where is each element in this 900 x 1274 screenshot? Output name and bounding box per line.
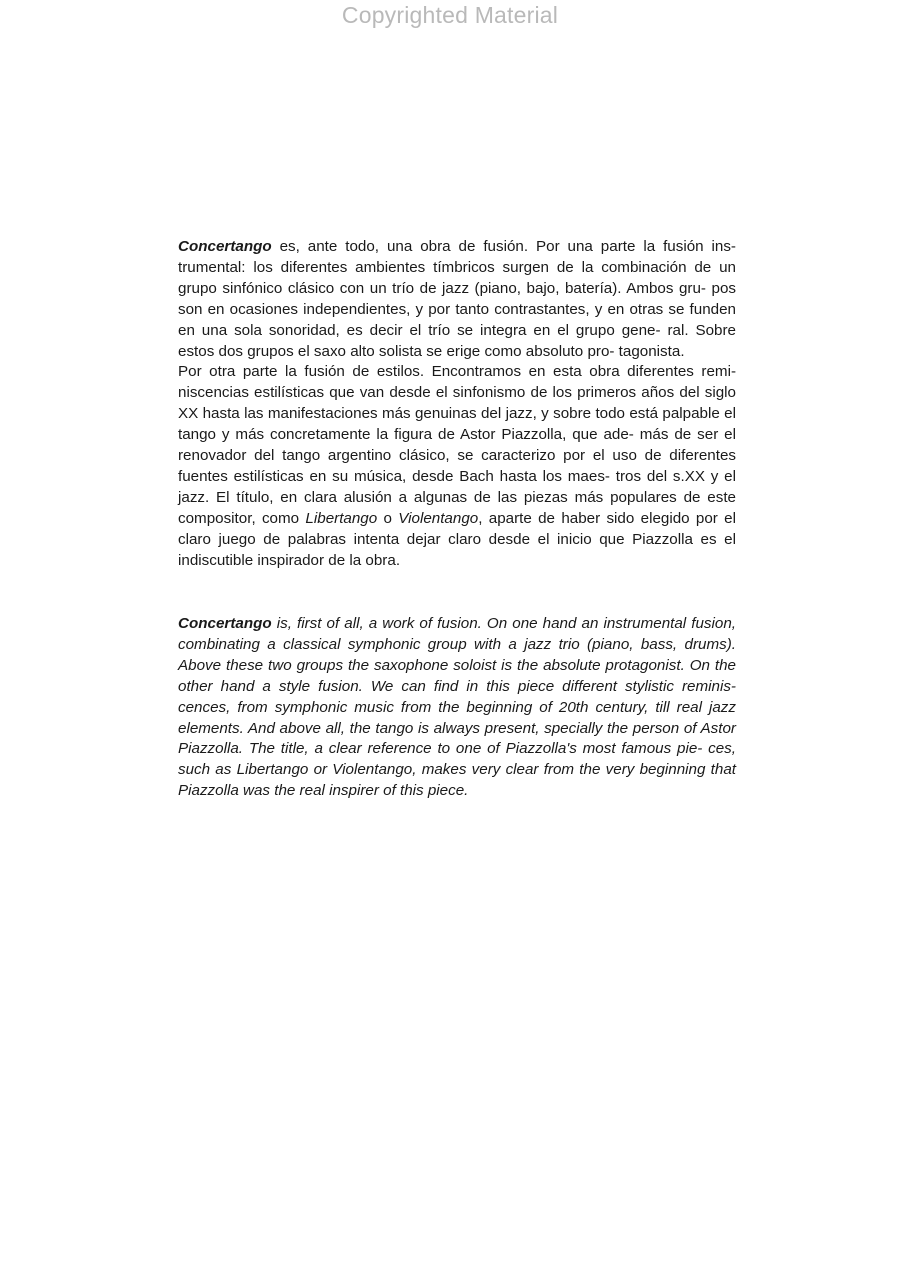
spanish-description (178, 237, 736, 572)
english-paragraph (178, 614, 736, 802)
spanish-paragraph-1-text: es, ante todo, una obra de fusión. Por una parte la fusión ins- trumental: los diferentes ambientes tímbricos surgen de la combinación de un grupo sinfónico clásico con un trío de jazz (piano, bajo, batería). Ambos gru- pos son en ocasiones independientes, y por tanto contrastantes, y en otras se funden en una sola sonoridad, es decir el trío se integra en el grupo gene- ral. Sobre estos dos grupos el saxo alto solista se erige como absoluto pro- tagonista. (178, 238, 736, 360)
work-title-english: Concertango (178, 615, 272, 632)
english-description (178, 614, 736, 802)
english-paragraph-text: is, first of all, a work of fusion. On one hand an instrumental fusion, combinating a classical symphonic group with a jazz trio (piano, bass, drums). Above these two groups the saxophone soloist is the absolute protagonist. On the other hand a style fusion. We can find in this piece different stylistic reminis- cences, from symphonic music from the beginning of 20th century, till real jazz elements. And above all, the tango is always present, specially the person of Astor Piazzolla. The title, a clear reference to one of Piazzolla's most famous pie- ces, such as Libertango or Violentango, makes very clear from the very beginning that Piazzolla was the real inspirer of this piece. (178, 615, 736, 800)
copyright-watermark: Copyrighted Material (341, 2, 559, 28)
spanish-paragraph-2-text-b: o (377, 509, 399, 527)
work-reference-violentango: Violentango (398, 509, 479, 527)
spanish-paragraph-2-text-a: Por otra parte la fusión de estilos. Encontramos en esta obra diferentes remi- niscencias estilísticas que van desde el sinfonismo de los primeros años del siglo XX hasta las manifestaciones más genuinas del jazz, y sobre todo está palpable el tango y más concretamente la figura de Astor Piazzolla, que ade- más de ser el renovador del tango argentino clásico, se caracterizo por el uso de diferentes fuentes estilísticas en su música, desde Bach hasta los maes- tros del s.XX y el jazz. El título, en clara alusión a algunas de las piezas más populares de este compositor, como (178, 363, 736, 527)
spanish-paragraph-1 (178, 237, 736, 362)
spanish-paragraph-2-text-c: , aparte de haber sido elegido por el claro juego de palabras intenta dejar claro desde el inicio que Piazzolla es el indiscutible inspirador de la obra. (178, 509, 736, 569)
work-reference-libertango: Libertango (305, 509, 378, 527)
spanish-paragraph-2 (178, 362, 736, 571)
work-title: Concertango (178, 238, 272, 255)
